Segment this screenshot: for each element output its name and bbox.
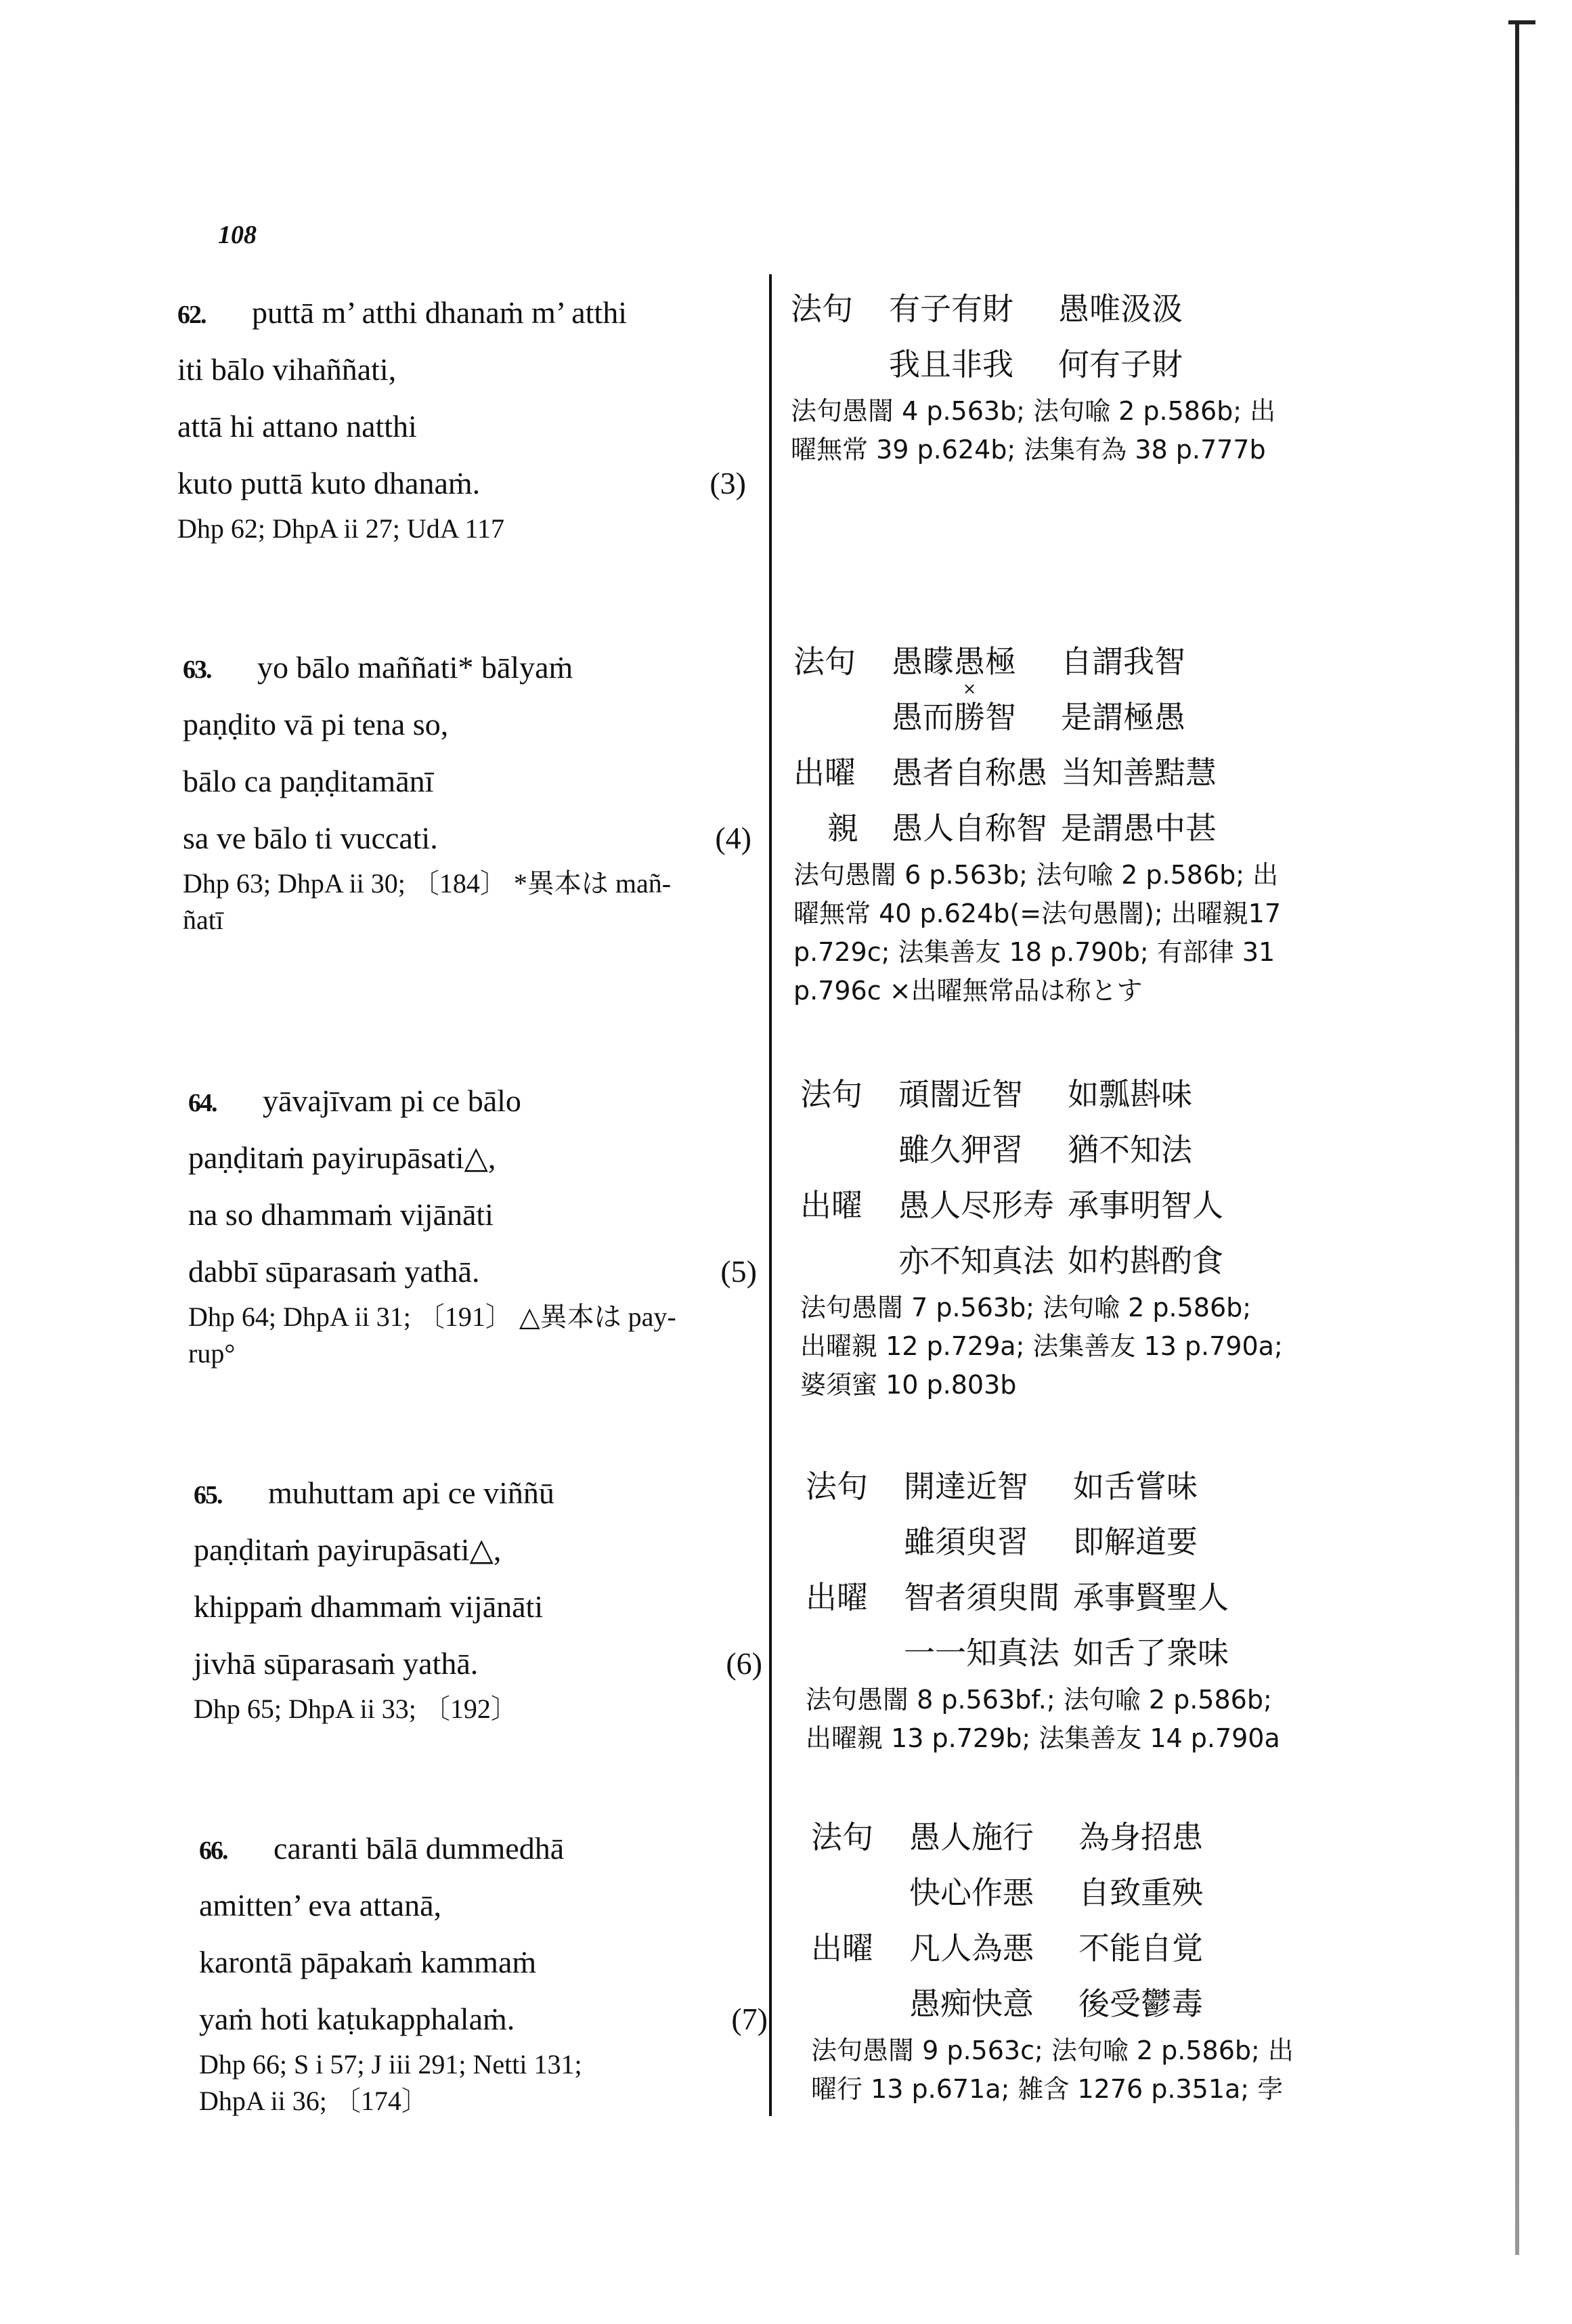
chinese-reference: p.796c ×出曜無常品は称とす <box>793 976 1143 1006</box>
chinese-phrase: 愚者自称愚 <box>892 754 1047 791</box>
text-source-label: 出曜 <box>811 1930 873 1966</box>
chinese-reference: 婆須蜜 10 p.803b <box>800 1370 1017 1400</box>
verse-tag: (5) <box>720 1254 757 1289</box>
chinese-verse-row <box>791 337 1387 392</box>
verse-text: iti bālo vihaññati, <box>177 352 397 387</box>
verse-text: caranti bālā dummedhā <box>274 1831 565 1866</box>
verse-line <box>194 1522 776 1578</box>
chinese-parallel-65 <box>806 1459 1401 1758</box>
chinese-verse-row <box>793 745 1389 800</box>
verse-text: karontā pāpakaṁ kammaṁ <box>199 1945 537 1979</box>
verse-text: yaṁ hoti kaṭukapphalaṁ. <box>199 2002 515 2036</box>
chinese-verse-row <box>806 1625 1401 1681</box>
verse-text: muhuttam api ce viññū <box>268 1476 554 1510</box>
verse-text: puttā m’ atthi dhanaṁ m’ atthi <box>252 295 627 330</box>
chinese-verse-row <box>793 634 1389 689</box>
source-reference: Dhp 64; DhpA ii 31; 〔191〕 △異本は pay- <box>188 1301 676 1332</box>
chinese-phrase: 愚人尽形寿 <box>898 1187 1054 1224</box>
source-reference: Dhp 66; S i 57; J iii 291; Netti 131; <box>199 2049 582 2080</box>
text-source-label: 出曜 <box>806 1579 868 1616</box>
verse-line <box>194 1578 776 1635</box>
text-source-label: 法句 <box>793 643 856 680</box>
verse-line <box>183 696 765 753</box>
chinese-phrase: 如舌嘗味 <box>1073 1468 1198 1505</box>
chinese-parallel-62 <box>791 281 1387 469</box>
chinese-reference: 出曜親 12 p.729a; 法集善友 13 p.790a; <box>800 1331 1283 1361</box>
chinese-phrase: 愚矇愚極 <box>892 643 1016 680</box>
verse-line <box>199 1877 781 1934</box>
chinese-phrase: 愚而勝智 <box>892 699 1016 735</box>
pali-verse-65 <box>194 1465 776 1729</box>
chinese-phrase: 何有子財 <box>1058 346 1183 383</box>
chinese-verse-row <box>811 1865 1407 1920</box>
pali-verse-63 <box>183 639 765 940</box>
chinese-verse-row <box>806 1459 1401 1514</box>
chinese-phrase: 後受鬱毒 <box>1078 1985 1203 2022</box>
verse-line <box>188 1129 770 1186</box>
verse-tag: (4) <box>715 821 751 855</box>
verse-text: kuto puttā kuto dhanaṁ. <box>177 466 481 500</box>
chinese-reference: 法句愚闇 6 p.563b; 法句喩 2 p.586b; 出 <box>793 860 1279 890</box>
chinese-phrase: 凡人為悪 <box>909 1930 1034 1966</box>
chinese-reference: 出曜親 13 p.729b; 法集善友 14 p.790a <box>806 1723 1280 1753</box>
chinese-phrase: 雖須臾習 <box>904 1524 1028 1560</box>
chinese-verse-row <box>806 1514 1401 1570</box>
verse-text: yāvajīvam pi ce bālo <box>263 1083 521 1118</box>
verse-text: khippaṁ dhammaṁ vijānāti <box>194 1589 544 1624</box>
chinese-parallel-63 <box>793 634 1389 1010</box>
verse-text: amitten’ eva attanā, <box>199 1888 442 1922</box>
verse-line <box>183 753 765 810</box>
page-number: 108 <box>218 221 257 249</box>
chinese-phrase: 如舌了衆味 <box>1073 1635 1229 1671</box>
verse-text: paṇḍitaṁ payirupāsati△, <box>188 1140 496 1175</box>
chinese-reference: p.729c; 法集善友 18 p.790b; 有部律 31 <box>793 937 1275 967</box>
verse-text: yo bālo maññati* bālyaṁ <box>257 650 573 685</box>
chinese-verse-row <box>806 1570 1401 1625</box>
verse-line <box>188 1243 770 1300</box>
chinese-phrase: 智者須臾間 <box>904 1579 1060 1616</box>
pali-verse-64 <box>188 1073 770 1373</box>
verse-number: 64. <box>188 1089 217 1117</box>
chinese-phrase: 不能自覚 <box>1078 1930 1203 1966</box>
verse-text: na so dhammaṁ vijānāti <box>188 1197 494 1232</box>
chinese-phrase: 是謂愚中甚 <box>1061 810 1217 846</box>
chinese-verse-row <box>800 1067 1396 1122</box>
chinese-phrase: 愚人自称智 <box>892 810 1047 846</box>
source-reference: ñatī <box>183 905 223 935</box>
chinese-phrase: 愚人施行 <box>909 1819 1034 1855</box>
verse-number: 63. <box>183 655 211 684</box>
verse-line <box>183 639 765 696</box>
chinese-reference: 曜行 13 p.671a; 雑含 1276 p.351a; 孛 <box>811 2074 1284 2104</box>
verse-line <box>177 398 760 455</box>
chinese-reference: 曜無常 40 p.624b(=法句愚闇); 出曜親17 <box>793 899 1282 928</box>
chinese-phrase: 一一知真法 <box>904 1635 1060 1671</box>
chinese-phrase: 頑闇近智 <box>898 1076 1023 1113</box>
verse-line <box>183 810 765 867</box>
chinese-reference: 法句愚闇 4 p.563b; 法句喩 2 p.586b; 出 <box>791 396 1276 426</box>
verse-tag: (3) <box>709 466 746 500</box>
page-edge <box>1515 20 1519 2255</box>
chinese-reference: 法句愚闇 8 p.563bf.; 法句喩 2 p.586b; <box>806 1685 1272 1715</box>
chinese-phrase: 承事明智人 <box>1068 1187 1223 1224</box>
page-edge-top <box>1508 20 1535 24</box>
verse-line <box>199 1991 781 2048</box>
chinese-parallel-66 <box>811 1809 1407 2109</box>
chinese-phrase: 自致重殃 <box>1078 1874 1203 1911</box>
text-source-label: 法句 <box>791 290 853 327</box>
verse-number: 66. <box>199 1836 227 1865</box>
verse-line <box>199 1820 781 1877</box>
text-source-label: 法句 <box>806 1468 868 1505</box>
source-reference: Dhp 62; DhpA ii 27; UdA 117 <box>177 513 504 544</box>
chinese-phrase: 為身招患 <box>1078 1819 1203 1855</box>
chinese-verse-row <box>793 679 1389 745</box>
chinese-verse-row <box>811 1976 1407 2031</box>
chinese-reference: 法句愚闇 7 p.563b; 法句喩 2 p.586b; <box>800 1293 1252 1322</box>
chinese-reference: 曜無常 39 p.624b; 法集有為 38 p.777b <box>791 435 1266 465</box>
chinese-phrase: 如杓斟酌食 <box>1068 1243 1223 1279</box>
chinese-phrase: 当知善黠慧 <box>1061 754 1217 791</box>
chinese-verse-row <box>800 1122 1396 1178</box>
verse-tag: (6) <box>726 1646 762 1681</box>
chinese-phrase: 自謂我智 <box>1061 643 1185 680</box>
verse-number: 65. <box>194 1481 222 1509</box>
chinese-phrase: 愚痴快意 <box>909 1985 1034 2022</box>
chinese-phrase: 即解道要 <box>1073 1524 1198 1560</box>
verse-line <box>199 1934 781 1991</box>
variant-mark: × <box>963 679 977 698</box>
verse-text: paṇḍitaṁ payirupāsati△, <box>194 1532 502 1567</box>
chinese-verse-row <box>800 1178 1396 1233</box>
verse-line <box>188 1186 770 1243</box>
verse-text: paṇḍito vā pi tena so, <box>183 707 449 741</box>
chinese-phrase: 亦不知真法 <box>898 1243 1054 1279</box>
chinese-verse-row <box>791 281 1387 337</box>
chinese-verse-row <box>811 1809 1407 1865</box>
verse-text: jivhā sūparasaṁ yathā. <box>194 1646 479 1681</box>
chinese-verse-row <box>793 800 1389 856</box>
chinese-phrase: 如瓢斟味 <box>1068 1076 1192 1113</box>
pali-verse-66 <box>199 1820 781 2121</box>
text-source-label: 法句 <box>811 1819 873 1855</box>
verse-line <box>194 1465 776 1522</box>
verse-text: sa ve bālo ti vuccati. <box>183 821 438 855</box>
verse-line <box>177 455 760 512</box>
chinese-phrase: 承事賢聖人 <box>1073 1579 1229 1616</box>
chinese-phrase: 愚唯汲汲 <box>1058 290 1183 327</box>
verse-tag: (7) <box>731 2002 768 2036</box>
verse-line <box>194 1635 776 1692</box>
chinese-phrase: 有子有財 <box>889 290 1013 327</box>
chinese-reference: 法句愚闇 9 p.563c; 法句喩 2 p.586b; 出 <box>811 2036 1294 2065</box>
verse-text: attā hi attano natthi <box>177 409 417 444</box>
chinese-phrase: 快心作悪 <box>909 1874 1034 1911</box>
chinese-phrase: 雖久狎習 <box>898 1132 1023 1168</box>
chinese-phrase: 我且非我 <box>889 346 1013 383</box>
verse-line <box>177 341 760 398</box>
chinese-phrase: 是謂極愚 <box>1061 699 1185 735</box>
chinese-phrase: 開達近智 <box>904 1468 1028 1505</box>
verse-line <box>177 284 760 341</box>
pali-verse-62 <box>177 284 760 548</box>
chinese-verse-row <box>800 1233 1396 1289</box>
verse-text: dabbī sūparasaṁ yathā. <box>188 1254 480 1289</box>
source-reference: Dhp 63; DhpA ii 30; 〔184〕 *異本は mañ- <box>183 868 672 899</box>
text-source-label: 出曜 <box>793 754 856 791</box>
verse-number: 62. <box>177 301 206 329</box>
chinese-parallel-64 <box>800 1067 1396 1404</box>
chinese-verse-row <box>811 1920 1407 1976</box>
text-source-label: 法句 <box>800 1076 863 1113</box>
verse-line <box>188 1073 770 1129</box>
text-source-label: 親 <box>827 810 858 846</box>
chinese-phrase: 猶不知法 <box>1068 1132 1192 1168</box>
source-reference: DhpA ii 36; 〔174〕 <box>199 2086 429 2116</box>
text-source-label: 出曜 <box>800 1187 863 1224</box>
source-reference: Dhp 65; DhpA ii 33; 〔192〕 <box>194 1694 518 1724</box>
verse-text: bālo ca paṇḍitamānī <box>183 764 434 798</box>
source-reference: rup° <box>188 1338 236 1369</box>
